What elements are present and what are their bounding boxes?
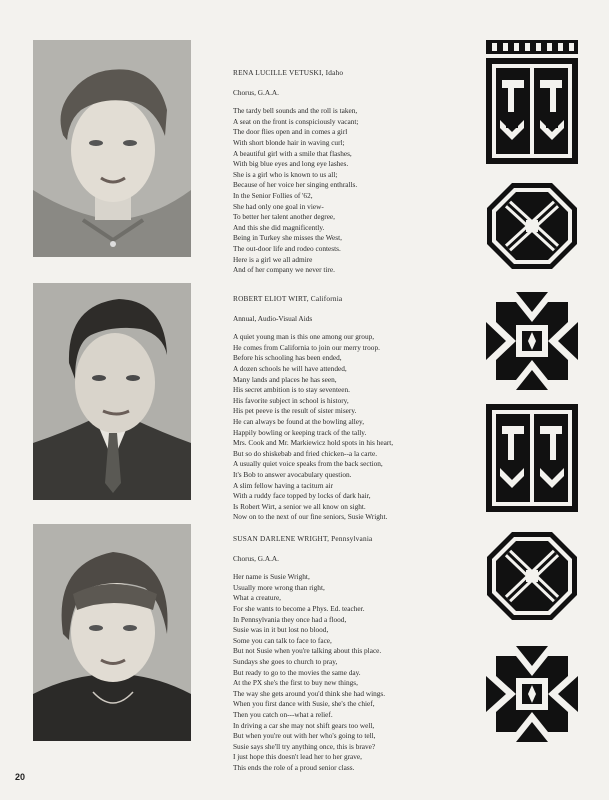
poem-line: In Pennsylvania they once had a flood,	[233, 614, 347, 624]
poem-line: What a creature,	[233, 593, 282, 603]
poem-line: Some you can talk to face to face,	[233, 635, 332, 645]
poem-line: A dozen schools he will have attended,	[233, 363, 347, 373]
senior-activities: Chorus, G.A.A.	[233, 553, 280, 563]
poem-line: Being in Turkey she misses the West,	[233, 233, 342, 243]
poem-line: In driving a car she may not shift gears too well,	[233, 720, 375, 730]
poem-line: At the PX she's the first to buy new things,	[233, 678, 358, 688]
poem-line: And this she did magnificently.	[233, 222, 325, 232]
poem-line: Mrs. Cook and Mr. Markiewicz hold spots in his heart,	[233, 438, 394, 448]
poem-line: His pet peeve is the result of sister misery.	[233, 406, 357, 416]
poem-line: She is a girl who is known to us all;	[233, 169, 338, 179]
poem-line: I just hope this doesn't lead her to her grave,	[233, 752, 362, 762]
poem-line: Susie was in it but lost no blood,	[233, 625, 329, 635]
poem-line: This ends the role of a proud senior class.	[233, 762, 355, 772]
senior-photo-rena-vetuski	[33, 40, 191, 257]
poem-line: To better her talent another degree,	[233, 212, 335, 222]
poem-line: Many lands and places he has seen,	[233, 374, 337, 384]
poem-line: But when you're out with her who's going to tell,	[233, 731, 376, 741]
poem-line: Her name is Susie Wright,	[233, 572, 310, 582]
poem-line: His favorite subject in school is history,	[233, 395, 349, 405]
bird-tablet-ornament-icon	[486, 404, 578, 512]
poem-line: In the Senior Follies of '62,	[233, 190, 313, 200]
senior-bio-1	[233, 68, 483, 276]
poem-line: The tardy bell sounds and the roll is taken,	[233, 106, 358, 116]
poem-line: But not Susie when you're talking about this place.	[233, 646, 382, 656]
poem-line: But so do shiskebab and fried chicken--a la carte.	[233, 448, 378, 458]
poem-line: Sundays she goes to church to pray,	[233, 656, 338, 666]
senior-poem	[233, 572, 483, 773]
poem-line: Here is a girl we all admire	[233, 254, 313, 264]
senior-poem	[233, 106, 483, 276]
poem-line: When you first dance with Susie, she's the chief,	[233, 699, 375, 709]
poem-line: It's Bob to answer avocabulary question.	[233, 469, 352, 479]
poem-line: Susie says she'll try anything once, this is brave?	[233, 741, 376, 751]
octagon-x-ornament-icon	[486, 531, 578, 621]
page-number: 20	[15, 772, 26, 782]
poem-line: Because of her voice her singing enthralls.	[233, 180, 358, 190]
star-cross-ornament-icon	[486, 646, 578, 742]
poem-line: The way she gets around you'd think she had wings.	[233, 688, 386, 698]
senior-photo-susan-wright	[33, 524, 191, 741]
senior-bio-3	[233, 534, 483, 773]
poem-line: With big blue eyes and long eye lashes.	[233, 159, 349, 169]
senior-photo-robert-wirt	[33, 283, 191, 500]
bird-tablet-ornament-icon	[486, 40, 578, 164]
senior-name: RENA LUCILLE VETUSKI, Idaho	[233, 68, 344, 77]
senior-activities: Chorus, G.A.A.	[233, 87, 280, 97]
poem-line: A beautiful girl with a smile that flashes,	[233, 148, 352, 158]
poem-line: He comes from California to join our merry troop.	[233, 342, 380, 352]
star-cross-ornament-icon	[486, 292, 578, 390]
poem-line: And of her company we never tire.	[233, 265, 335, 275]
senior-name: SUSAN DARLENE WRIGHT, Pennsylvania	[233, 534, 373, 543]
octagon-x-ornament-icon	[486, 182, 578, 270]
poem-line: For she wants to become a Phys. Ed. teacher.	[233, 603, 365, 613]
poem-line: Now on to the next of our fine seniors, Susie Wright.	[233, 512, 388, 522]
poem-line: Before his schooling has been ended,	[233, 353, 342, 363]
poem-line: The out-door life and rodeo contests.	[233, 243, 341, 253]
poem-line: Is Robert Wirt, a senior we all know on sight.	[233, 501, 366, 511]
senior-poem	[233, 332, 483, 523]
poem-line: He can always be found at the bowling alley,	[233, 416, 365, 426]
senior-activities: Annual, Audio-Visual Aids	[233, 313, 313, 323]
poem-line: His secret ambition is to stay seventeen.	[233, 385, 350, 395]
poem-line: She had only one goal in view-	[233, 201, 324, 211]
poem-line: A seat on the front is conspiciously vacant;	[233, 116, 359, 126]
senior-bio-2	[233, 294, 483, 523]
poem-line: A quiet young man is this one among our group,	[233, 332, 375, 342]
poem-line: With short blonde hair in waving curl;	[233, 137, 345, 147]
poem-line: With a ruddy face topped by locks of dark hair,	[233, 491, 371, 501]
poem-line: But ready to go to the movies the same day.	[233, 667, 361, 677]
poem-line: A slim fellow having a taciturn air	[233, 480, 334, 490]
poem-line: Happily bowling or keeping track of the tally.	[233, 427, 367, 437]
poem-line: The door flies open and in comes a girl	[233, 127, 348, 137]
senior-name: ROBERT ELIOT WIRT, California	[233, 294, 343, 303]
poem-line: Then you catch on---what a relief.	[233, 709, 333, 719]
poem-line: A usually quiet voice speaks from the back section,	[233, 459, 383, 469]
poem-line: Usually more wrong than right,	[233, 582, 325, 592]
